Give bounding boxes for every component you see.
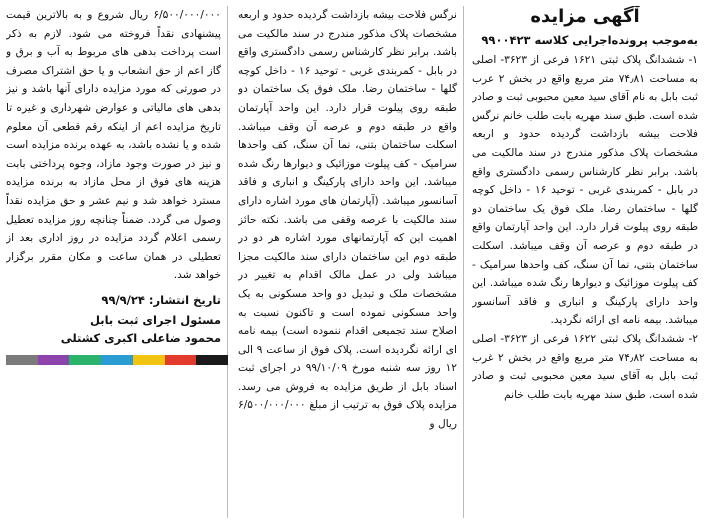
middle-paragraph-1: نرگس فلاحت بیشه بازداشت گردیده حدود و اربعه مشخصات پلاک مذکور مندرج در سند مالکیت می باشد. برابر نظر کارشناس رسمی دادگستری واقع در بابل - کمربندی غربی - توحید ۱۶ - داخل کوچه گلها - ساختمان رضا. ملک فوق یک ساختمان دو طبقه روی پیلوت قرار دارد. این واحد آپارتمان واقع در طبقه دوم و عرصه آن وقف میباشد. اسکلت ساختمان بتنی، نما آن سنگ، کف واحدها سرامیک - کف پیلوت موزائیک و دیوارها رنگ شده میباشد. این واحد دارای پارکینگ و انباری و فاقد آسانسور میباشد. (آپارتمان های مورد اشاره دارای سند مالکیت با عرصه وقفی می باشد. نکته حائز اهمیت این که آپارتمانهای مورد اشاره هر دو در طبقه دوم این ساختمان دارای سند مالکیت مجزا میباشد ولی در عمل مالک اقدام به تغییر در مشخصات ملک و تبدیل دو واحد مسکونی به یک واحد مسکونی نموده است و تاکنون نسبت به اصلاح سند تجمیعی اقدام ننموده است) بیمه نامه ای ارائه نگردیده است. پلاک فوق از ساعت ۹ الی ۱۲ روز سه شنبه مورخ ۹۹/۱۰/۰۹ در اجرای ثبت اسناد بابل از طریق مزایده به فروش می رسد. مزایده پلاک فوق به ترتیب از مبلغ ۶/۵۰۰/۰۰۰/۰۰۰ ریال و bbox=[238, 9, 457, 431]
color-swatch bbox=[69, 355, 101, 365]
right-column bbox=[472, 6, 698, 518]
color-swatch bbox=[133, 355, 165, 365]
left-column bbox=[6, 6, 228, 518]
color-swatch bbox=[196, 355, 228, 365]
notice-title: آگهی مزایده bbox=[530, 6, 640, 27]
color-swatch bbox=[6, 355, 38, 365]
publish-date: تاریخ انتشار: ۹۹/۹/۲۴ bbox=[101, 292, 221, 307]
left-paragraph-1: ۶/۵۰۰/۰۰۰/۰۰۰ ریال شروع و به بالاترین قیمت پیشنهادی نقداً فروخته می شود. لازم به ذکر است پرداخت بدهی های مربوط به آب و برق و گاز اعم از حق انشعاب و یا حق اشتراک مصرف در صورتی که مورد مزایده دارای آنها باشد و نیز بدهی های مالیاتی و عوارض شهرداری و غیره تا تاریخ مزایده اعم از اینکه رقم قطعی آن معلوم شده و یا نشده باشد، به عهده برنده مزایده است و نیز در صورت وجود مازاد، وجوه پرداختی بابت هزینه های فوق از محل مازاد به برنده مزایده مسترد خواهد شد و نیم عشر و حق مزایده نقداً وصول می گردد. ضمناً چنانچه روز مزایده تعطیل رسمی اعلام گردد مزایده در روز اداری بعد از تعطیلی در همان ساعت و مکان مقرر برگزار خواهد شد. bbox=[6, 9, 221, 282]
color-swatch bbox=[165, 355, 197, 365]
color-swatch bbox=[101, 355, 133, 365]
right-paragraph-1: ۱- ششدانگ پلاک ثبتی ۱۶۲۱ فرعی از ۳۶۲۳- اصلی به مساحت ۷۴٫۸۱ متر مربع واقع در بخش ۲ عرب ثبت بابل به نام آقای سید معین محبوبی ثبت و صادر شده است. طبق سند مهریه بابت طلب خانم نرگس فلاحت بیشه بازداشت گردیده حدود و اربعه مشخصات پلاک مذکور مندرج در سند مالکیت می باشد. برابر نظر کارشناس رسمی دادگستری واقع در بابل - کمربندی غربی - توحید ۱۶ - داخل کوچه گلها - ساختمان رضا. ملک فوق یک ساختمان دو طبقه روی پیلوت قرار دارد. این واحد آپارتمان واقع در طبقه دوم و عرصه آن وقف میباشد. اسکلت ساختمان بتنی، نما آن سنگ، کف واحدها سرامیک - کف پیلوت موزائیک و دیوارها رنگ شده میباشد. این واحد دارای پارکینگ و انباری و فاقد آسانسور میباشد. بیمه نامه ای ارائه نگردید. bbox=[472, 54, 698, 327]
case-number: به‌موجب پرونده‌اجرایی کلاسه ۹۹۰۰۴۲۳ bbox=[481, 33, 698, 47]
signer-name: محمود ضاعلی اکبری کشتلی bbox=[60, 330, 221, 345]
color-bar bbox=[6, 355, 228, 365]
signer-role: مسئول اجرای ثبت بابل bbox=[90, 312, 221, 327]
right-paragraph-2: ۲- ششدانگ پلاک ثبتی ۱۶۲۲ فرعی از ۳۶۲۳- اصلی به مساحت ۷۴٫۸۲ متر مربع واقع در بخش ۲ غرب ثبت بابل به آقای سید معین محبوبی ثبت و صادر شده است. طبق سند مهریه بابت طلب خانم bbox=[472, 332, 698, 401]
middle-column bbox=[238, 6, 464, 518]
color-swatch bbox=[38, 355, 70, 365]
